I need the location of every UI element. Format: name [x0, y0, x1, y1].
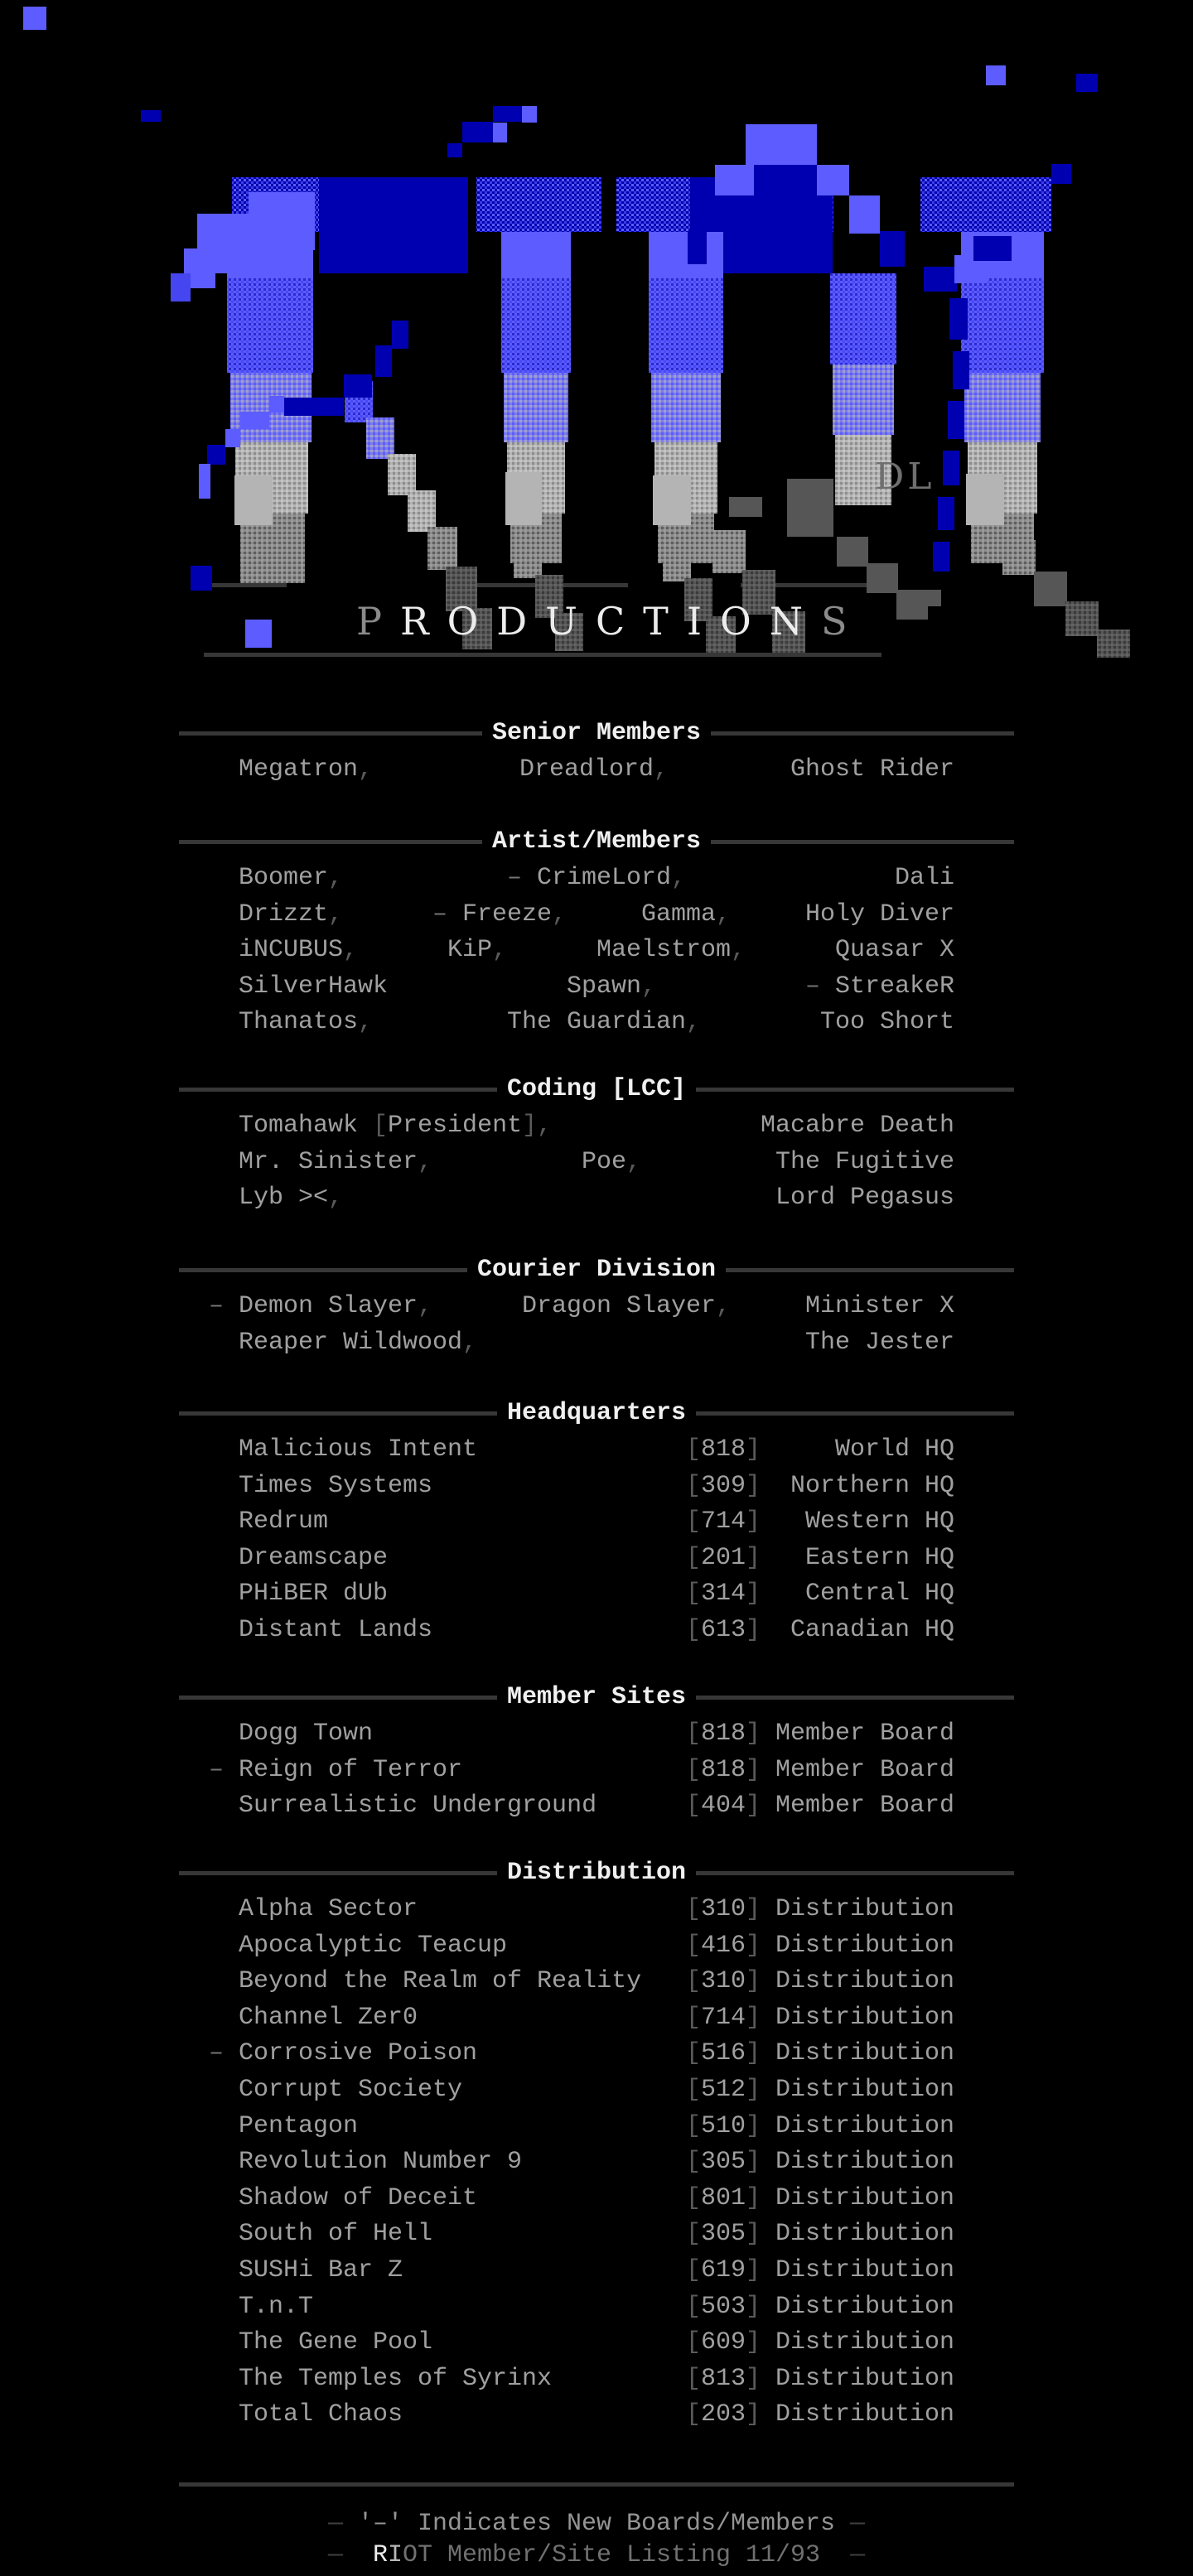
member-name: The Guardian, — [507, 1008, 702, 1037]
site-type-label: Distribution — [775, 2183, 954, 2212]
site-type-label: Distribution — [775, 2364, 954, 2393]
divider-line — [711, 840, 1014, 844]
list-item — [0, 2216, 1193, 2252]
site-type-label: Distribution — [775, 2400, 954, 2429]
divider-line — [696, 1411, 1014, 1416]
section-title: Courier Division — [476, 1256, 717, 1284]
member-name: Maelstrom, — [596, 936, 746, 965]
site-name: Times Systems — [239, 1471, 433, 1500]
area-code: [309] — [686, 1471, 761, 1500]
member-name: Gamma, — [641, 900, 732, 929]
site-type-label: Distribution — [775, 2039, 954, 2068]
section-header — [179, 823, 1014, 860]
member-name: iNCUBUS, — [239, 936, 359, 965]
footer-legend: — '–' Indicates New Boards/Members — — [327, 2510, 866, 2538]
divider-line — [726, 1268, 1014, 1272]
divider-line — [179, 1411, 497, 1416]
list-item — [0, 2144, 1193, 2180]
section-header — [179, 1252, 1014, 1288]
site-name: Distant Lands — [239, 1616, 433, 1644]
area-code: [416] — [686, 1931, 761, 1960]
site-name: South of Hell — [239, 2220, 433, 2249]
section-header — [179, 1071, 1014, 1107]
divider-line — [696, 1871, 1014, 1875]
area-code: [203] — [686, 2400, 761, 2429]
site-type-label: Central HQ — [804, 1580, 954, 1609]
divider-line — [179, 1696, 497, 1700]
site-name: – Reign of Terror — [209, 1755, 463, 1784]
area-code: [609] — [686, 2328, 761, 2357]
section-header — [179, 1395, 1014, 1431]
site-name: Channel Zer0 — [239, 2003, 418, 2032]
member-name: The Fugitive — [775, 1147, 954, 1176]
site-type-label: Distribution — [775, 2328, 954, 2357]
list-item — [0, 932, 1193, 968]
member-name: SilverHawk — [239, 972, 389, 1001]
site-name: The Gene Pool — [239, 2328, 433, 2357]
divider-line — [179, 1268, 467, 1272]
section-title: Member Sites — [506, 1683, 687, 1711]
area-code: [310] — [686, 1967, 761, 1996]
list-item — [0, 1575, 1193, 1612]
section-title: Artist/Members — [491, 827, 702, 856]
member-name: Tomahawk [President], — [239, 1112, 553, 1140]
list-item — [0, 2035, 1193, 2072]
area-code: [801] — [686, 2183, 761, 2212]
list-item — [0, 1468, 1193, 1504]
list-item — [0, 1927, 1193, 1964]
member-name: Macabre Death — [760, 1112, 954, 1140]
member-name: Dragon Slayer, — [522, 1292, 732, 1320]
section-header — [179, 1855, 1014, 1891]
site-name: Dogg Town — [239, 1720, 374, 1748]
list-item — [0, 1107, 1193, 1144]
member-name: – Demon Slayer, — [209, 1292, 433, 1320]
divider-line — [179, 731, 482, 736]
site-name: Alpha Sector — [239, 1895, 418, 1923]
member-name: Lord Pegasus — [775, 1184, 954, 1213]
list-item — [0, 2396, 1193, 2433]
logo-artist-initials: DL — [875, 456, 935, 498]
area-code: [714] — [686, 2003, 761, 2032]
productions-lead-letter: P — [356, 599, 400, 644]
site-type-label: Distribution — [775, 2111, 954, 2140]
section-header — [179, 1679, 1014, 1715]
site-name: T.n.T — [239, 2292, 314, 2321]
list-item — [0, 1503, 1193, 1540]
area-code: [813] — [686, 2364, 761, 2393]
list-item — [0, 2072, 1193, 2108]
list-item — [0, 968, 1193, 1005]
productions-body-letters: RODUCTION — [399, 599, 821, 644]
site-type-label: Member Board — [775, 1792, 954, 1821]
list-item — [0, 2252, 1193, 2289]
area-code: [305] — [686, 2148, 761, 2177]
area-code: [818] — [686, 1435, 761, 1464]
member-name: Spawn, — [567, 972, 657, 1001]
area-code: [314] — [686, 1580, 761, 1609]
member-name: Lyb ><, — [239, 1184, 344, 1213]
riot-logo-art — [0, 0, 1193, 671]
section-title: Distribution — [506, 1859, 687, 1887]
site-name: Redrum — [239, 1507, 329, 1536]
list-item — [0, 2289, 1193, 2325]
list-item — [0, 1179, 1193, 1216]
site-type-label: Distribution — [775, 1895, 954, 1923]
member-name: Mr. Sinister, — [239, 1147, 433, 1176]
area-code: [510] — [686, 2111, 761, 2140]
productions-tail-letter: S — [820, 599, 866, 644]
list-item — [0, 1144, 1193, 1180]
divider-line — [179, 840, 482, 844]
member-name: Thanatos, — [239, 1008, 374, 1037]
member-name: Poe, — [582, 1147, 642, 1176]
section-title: Senior Members — [491, 719, 702, 747]
site-name: Surrealistic Underground — [239, 1792, 597, 1821]
logo-curl-top — [447, 106, 537, 157]
site-name: Pentagon — [239, 2111, 359, 2140]
section-title: Coding [LCC] — [506, 1075, 687, 1103]
member-name: Too Short — [819, 1008, 954, 1037]
list-item — [0, 1540, 1193, 1576]
member-name: – CrimeLord, — [507, 864, 687, 892]
member-name: Minister X — [804, 1292, 954, 1320]
area-code: [310] — [686, 1895, 761, 1923]
site-name: The Temples of Syrinx — [239, 2364, 553, 2393]
area-code: [818] — [686, 1720, 761, 1748]
site-name: Apocalyptic Teacup — [239, 1931, 508, 1960]
area-code: [305] — [686, 2220, 761, 2249]
site-type-label: Canadian HQ — [790, 1616, 954, 1644]
site-type-label: Member Board — [775, 1720, 954, 1748]
section-title: Headquarters — [506, 1399, 687, 1427]
list-item — [0, 1963, 1193, 2000]
riot-logo — [0, 0, 1193, 671]
site-type-label: Distribution — [775, 2003, 954, 2032]
area-code: [613] — [686, 1616, 761, 1644]
logo-letter-i — [476, 177, 601, 651]
divider-line — [179, 1871, 497, 1875]
member-name: Reaper Wildwood, — [239, 1328, 478, 1357]
list-item — [0, 1324, 1193, 1361]
member-name: Quasar X — [834, 936, 954, 965]
site-name: PHiBER dUb — [239, 1580, 389, 1609]
logo-productions-text — [356, 598, 865, 644]
site-name: – Corrosive Poison — [209, 2039, 478, 2068]
divider-line — [696, 1088, 1014, 1092]
site-name: Total Chaos — [239, 2400, 403, 2429]
member-name: The Jester — [804, 1328, 954, 1357]
site-type-label: Distribution — [775, 1967, 954, 1996]
site-type-label: Distribution — [775, 2256, 954, 2284]
list-item — [0, 1004, 1193, 1040]
footer-listing-title: — RIOT Member/Site Listing 11/93 — — [327, 2541, 866, 2569]
member-name: Boomer, — [239, 864, 344, 892]
member-name: – StreakeR — [804, 972, 954, 1001]
list-item — [0, 1891, 1193, 1927]
site-type-label: Distribution — [775, 1931, 954, 1960]
list-item — [0, 2180, 1193, 2217]
list-item — [0, 1752, 1193, 1788]
site-type-label: Member Board — [775, 1755, 954, 1784]
area-code: [201] — [686, 1543, 761, 1572]
area-code: [503] — [686, 2292, 761, 2321]
member-name: – Freeze, — [432, 900, 568, 929]
section-header — [179, 715, 1014, 751]
site-name: Dreamscape — [239, 1543, 389, 1572]
member-name: Holy Diver — [804, 900, 954, 929]
site-type-label: Distribution — [775, 2148, 954, 2177]
site-name: Malicious Intent — [239, 1435, 478, 1464]
site-name: Beyond the Realm of Reality — [239, 1967, 642, 1996]
area-code: [404] — [686, 1792, 761, 1821]
site-type-label: Western HQ — [804, 1507, 954, 1536]
logo-swoosh-left — [23, 7, 408, 648]
list-item — [0, 896, 1193, 933]
area-code: [619] — [686, 2256, 761, 2284]
list-item — [0, 1612, 1193, 1648]
member-name: Ghost Rider — [790, 755, 954, 784]
member-name: KiP, — [447, 936, 508, 965]
member-name: Dreadlord, — [519, 755, 669, 784]
list-item — [0, 2000, 1193, 2036]
list-item — [0, 1431, 1193, 1468]
list-item — [0, 2324, 1193, 2361]
list-item — [0, 1715, 1193, 1752]
site-type-label: World HQ — [834, 1435, 954, 1464]
member-name: Dali — [894, 864, 954, 892]
area-code: [818] — [686, 1755, 761, 1784]
list-item — [0, 860, 1193, 896]
site-name: Corrupt Society — [239, 2076, 463, 2104]
area-code: [714] — [686, 1507, 761, 1536]
footer-rule — [179, 2482, 1014, 2487]
member-name: Megatron, — [239, 755, 374, 784]
site-type-label: Distribution — [775, 2076, 954, 2104]
area-code: [516] — [686, 2039, 761, 2068]
list-item — [0, 2108, 1193, 2144]
site-type-label: Distribution — [775, 2292, 954, 2321]
site-type-label: Northern HQ — [790, 1471, 954, 1500]
area-code: [512] — [686, 2076, 761, 2104]
list-item — [0, 2361, 1193, 2397]
site-name: Revolution Number 9 — [239, 2148, 523, 2177]
site-name: SUSHi Bar Z — [239, 2256, 403, 2284]
list-item — [0, 1288, 1193, 1324]
member-name: Drizzt, — [239, 900, 344, 929]
site-type-label: Eastern HQ — [804, 1543, 954, 1572]
divider-line — [179, 1088, 497, 1092]
divider-line — [711, 731, 1014, 736]
site-name: Shadow of Deceit — [239, 2183, 478, 2212]
site-type-label: Distribution — [775, 2220, 954, 2249]
list-item — [0, 1787, 1193, 1824]
list-item — [0, 751, 1193, 788]
divider-line — [696, 1696, 1014, 1700]
logo-descender — [933, 298, 969, 572]
